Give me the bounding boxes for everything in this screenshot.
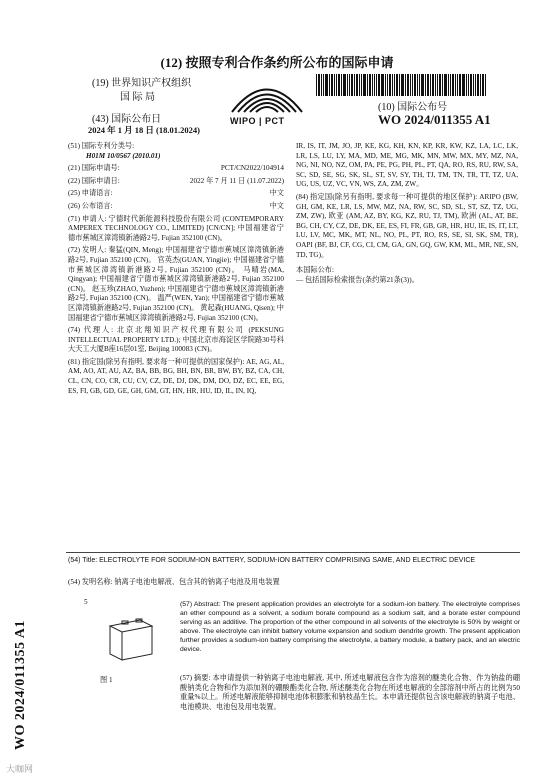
f74-agent: (74) 代理人: 北京北翔知识产权代理有限公司 (PEKSUNG INTELLECTUAL PROPERTY LTD.); 中国北京市海淀区学院路30号科大天工大厦B座16层01室, Beijing 100083 (CN)。 — [68, 326, 284, 354]
title-zh: (54) 发明名称: 钠离子电池电解液、包含其的钠离子电池及用电装置 — [68, 578, 280, 586]
published-label: 本国际公布: — [296, 266, 334, 275]
figure-caption: 图 1 — [100, 676, 113, 684]
f22-label: (22) 国际申请日: — [68, 176, 120, 185]
published-item: — 包括国际检索报告(条约第21条(3))。 — [296, 275, 419, 284]
watermark-text: 大咖网 — [6, 764, 34, 774]
right-column — [296, 142, 518, 288]
battery-figure-icon — [100, 608, 160, 668]
figure-number: 5 — [84, 598, 88, 606]
f51-label: (51) 国际专利分类号: — [68, 142, 135, 150]
abstract-zh: (57) 摘要: 本申请提供一种钠离子电池电解液, 其中, 所述电解液包含作为溶剂的醚类化合物、作为钠盐的硼酸钠类化合物和作为添加剂的硼酸酯类化合物, 所述醚类化合物在所述电解液的全部溶剂中所占的比例为50重量%以上。所述电解液能够抑制电池体积膨胀和钠枝晶生长。本申请还提供包含该电解液的钠离子电池、电池模块、电池包及用电装置。 — [180, 674, 520, 711]
title-en: (54) Title: ELECTROLYTE FOR SODIUM-ION BATTERY, SODIUM-ION BATTERY COMPRISING SAME, AND ELECTRIC DEVICE — [68, 557, 476, 564]
left-column — [68, 142, 284, 399]
document-title: (12) 按照专利合作条约所公布的国际申请 — [160, 55, 394, 70]
section-divider — [66, 552, 520, 553]
f81-designated-states: (81) 指定国(除另有指明, 要求每一种可提供的国家保护): AE, AG, AL, AM, AO, AT, AU, AZ, BA, BB, BG, BH, BN, BR, BW, BY, BZ, CA, CH, CL, CN, CO, CR, CU, CV, CZ, DE, DJ, DK, DM, DO, DZ, EC, EE, EG, ES, FI, GB, GD, GE, GH, GM, GT, HN, HR, HU, ID, IL, IN, IQ, — [68, 357, 284, 395]
f71-applicant: (71) 申请人: 宁德时代新能源科技股份有限公司 (CONTEMPORARY AMPEREX TECHNOLOGY CO., LIMITED) [CN/CN]; 中国福建省宁德市蕉城区漳湾镇新港路2号, Fujian 352100 (CN)。 — [68, 214, 284, 242]
org-name: (19) 世界知识产权组织 — [92, 78, 192, 89]
f22-value: 2022 年 7 月 11 日 (11.07.2022) — [189, 176, 284, 185]
f72-inventors: (72) 发明人: 秦猛(QIN, Meng); 中国福建省宁德市蕉城区漳湾镇新港路2号, Fujian 352100 (CN)。 官英杰(GUAN, Yingjie); 中国福建省宁德市蕉城区漳湾镇新港路2号, Fujian 352100 (CN)。 马晴岩(MA, Qingyan); 中国福建省宁德市蕉城区漳湾镇新港路2号, Fujian 352100 (CN)。 赵玉珍(ZHAO, Yuzhen); 中国福建省宁德市蕉城区漳湾镇新港路2号, Fujian 352100 (CN)。 温严(WEN, Yan); 中国福建省宁德市蕉城区漳湾镇新港路2号, Fujian 352100 (CN)。 黄起森(HUANG, Qisen); 中国福建省宁德市蕉城区漳湾镇新港路2号, Fujian 352100 (CN)。 — [68, 246, 284, 322]
f51-value: H01M 10/0567 (2010.01) — [86, 151, 161, 160]
barcode-icon — [316, 74, 526, 96]
f81-continued: IR, IS, IT, JM, JO, JP, KE, KG, KH, KN, KP, KR, KW, KZ, LA, LC, LK, LR, LS, LU, LY, MA, MD, ME, MG, MK, MN, MW, MX, MY, MZ, NA, NG, NI, NO, NZ, OM, PA, PE, PG, PH, PL, PT, QA, RO, RS, RU, RW, SA, SC, SD, SE, SG, SK, SL, ST, SV, SY, TH, TJ, TM, TN, TR, TT, TZ, UA, UG, US, UZ, VC, VN, WS, ZA, ZM, ZW。 — [296, 142, 518, 189]
pub-no-label: (10) 国际公布号 — [378, 102, 448, 113]
pub-no: WO 2024/011355 A1 — [378, 112, 491, 127]
side-pub-no: WO 2024/011355 A1 — [13, 620, 28, 750]
pub-date: 2024 年 1 月 18 日 (18.01.2024) — [88, 125, 200, 135]
f21-label: (21) 国际申请号: — [68, 164, 120, 173]
abstract-en: (57) Abstract: The present application provides an electrolyte for a sodium-ion battery. The electrolyte comprises an ether compound as a solvent, a sodium borate compound as a sodium salt, and a borate ester compound serving as an additive. The proportion of the ether compound in all solvents of the electrolyte is 50% by weight or above. The electrolyte can inhibit battery volume expansion and sodium dendrite growth. The present application further provides a sodium-ion battery comprising the electrolyte, a battery module, a battery pack, and an electric device. — [180, 601, 520, 653]
f21-value: PCT/CN2022/104914 — [220, 164, 284, 173]
f25-label: (25) 申请语言: — [68, 189, 113, 198]
f25-value: 中文 — [269, 189, 284, 198]
wipo-pct-text: WIPO | PCT — [230, 116, 285, 126]
pub-date-label: (43) 国际公布日 — [92, 114, 162, 125]
f84-regional: (84) 指定国(除另有指明, 要求每一种可提供的地区保护): ARIPO (BW, GH, GM, KE, LR, LS, MW, MZ, NA, RW, SC, SD, SL, ST, SZ, TZ, UG, ZM, ZW), 欧亚 (AM, AZ, BY, KG, KZ, RU, TJ, TM), 欧洲 (AL, AT, BE, BG, CH, CY, CZ, DE, DK, EE, ES, FI, FR, GB, GR, HR, HU, IE, IS, IT, LT, LU, LV, MC, MK, MT, NL, NO, PL, PT, RO, RS, SE, SI, SK, SM, TR), OAPI (BF, BJ, CF, CG, CI, CM, GA, GN, GQ, GW, KM, ML, MR, NE, SN, TD, TG)。 — [296, 192, 518, 259]
org-bureau: 国 际 局 — [120, 92, 155, 103]
f26-value: 中文 — [269, 201, 284, 210]
f26-label: (26) 公布语言: — [68, 201, 113, 210]
